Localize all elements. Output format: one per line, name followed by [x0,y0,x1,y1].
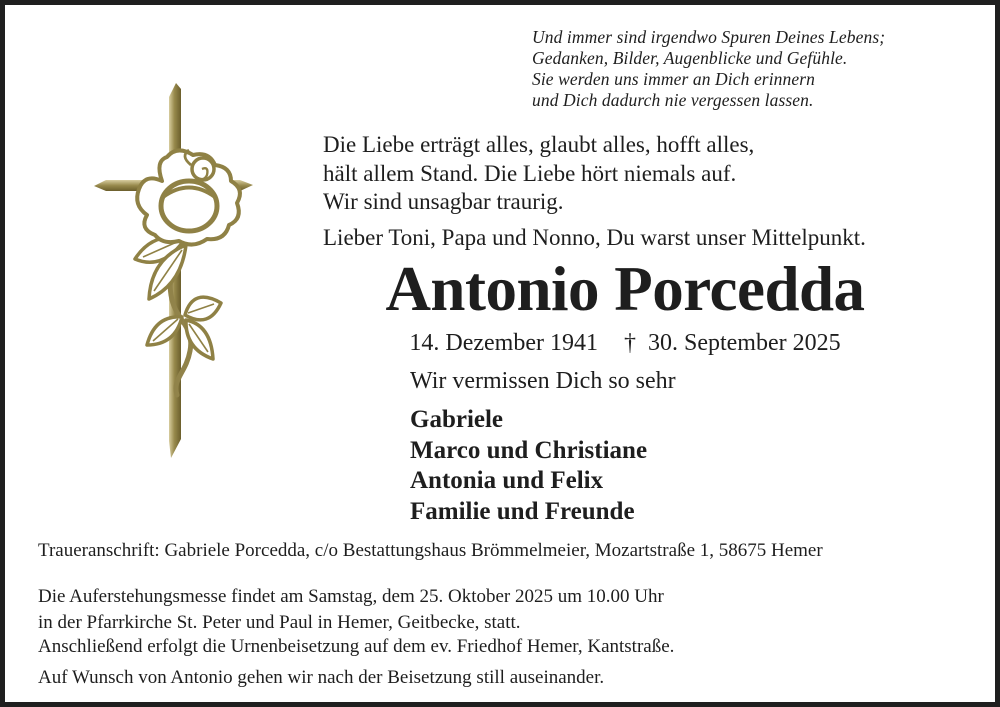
rose-bloom [137,150,240,245]
quote-line: Sie werden uns immer an Dich erinnern [532,69,816,89]
memorial-quote [532,27,885,111]
funeral-service-info [38,584,664,636]
mourner-line: Gabriele [410,406,504,433]
quote-line: Gedanken, Bilder, Augenblicke und Gefühle. [532,48,848,68]
mourner-line: Antonia und Felix [410,467,604,494]
death-date: 30. September 2025 [647,330,841,356]
birth-date: 14. Dezember 1941 [409,330,598,356]
mourner-line: Familie und Freunde [410,497,635,525]
intro-text [323,131,754,217]
mourners-list [410,405,647,527]
life-dates [320,330,930,357]
intro-line: Wir sind unsagbar traurig. [323,189,564,214]
death-cross-symbol: † [623,330,636,356]
tribute-line: Lieber Toni, Papa und Nonno, Du warst unser Mittelpunkt. [323,225,866,250]
condolence-address: Traueranschrift: Gabriele Porcedda, c/o Bestattungshaus Brömmelmeier, Mozartstraße 1, 58675 Hemer [38,540,823,561]
missing-line: Wir vermissen Dich so sehr [410,368,676,394]
intro-line: hält allem Stand. Die Liebe hört niemals auf. [323,160,737,186]
funeral-line: in der Pfarrkirche St. Peter und Paul in Hemer, Geitbecke, statt. [38,612,521,633]
deceased-name-block [320,256,930,322]
quote-line: Und immer sind irgendwo Spuren Deines Lebens; [532,27,886,47]
intro-line: Die Liebe erträgt alles, glaubt alles, hofft alles, [323,132,755,157]
deceased-name: Antonio Porcedda [385,254,865,324]
funeral-line: Die Auferstehungsmesse findet am Samstag, dem 25. Oktober 2025 um 10.00 Uhr [38,586,664,607]
cross-rose-icon [89,73,269,471]
mourner-line: Marco und Christiane [410,436,648,464]
closing-line: Auf Wunsch von Antonio gehen wir nach der Beisetzung still auseinander. [38,667,605,688]
quote-line: und Dich dadurch nie vergessen lassen. [532,90,814,110]
burial-info: Anschließend erfolgt die Urnenbeisetzung auf dem ev. Friedhof Hemer, Kantstraße. [38,636,675,657]
